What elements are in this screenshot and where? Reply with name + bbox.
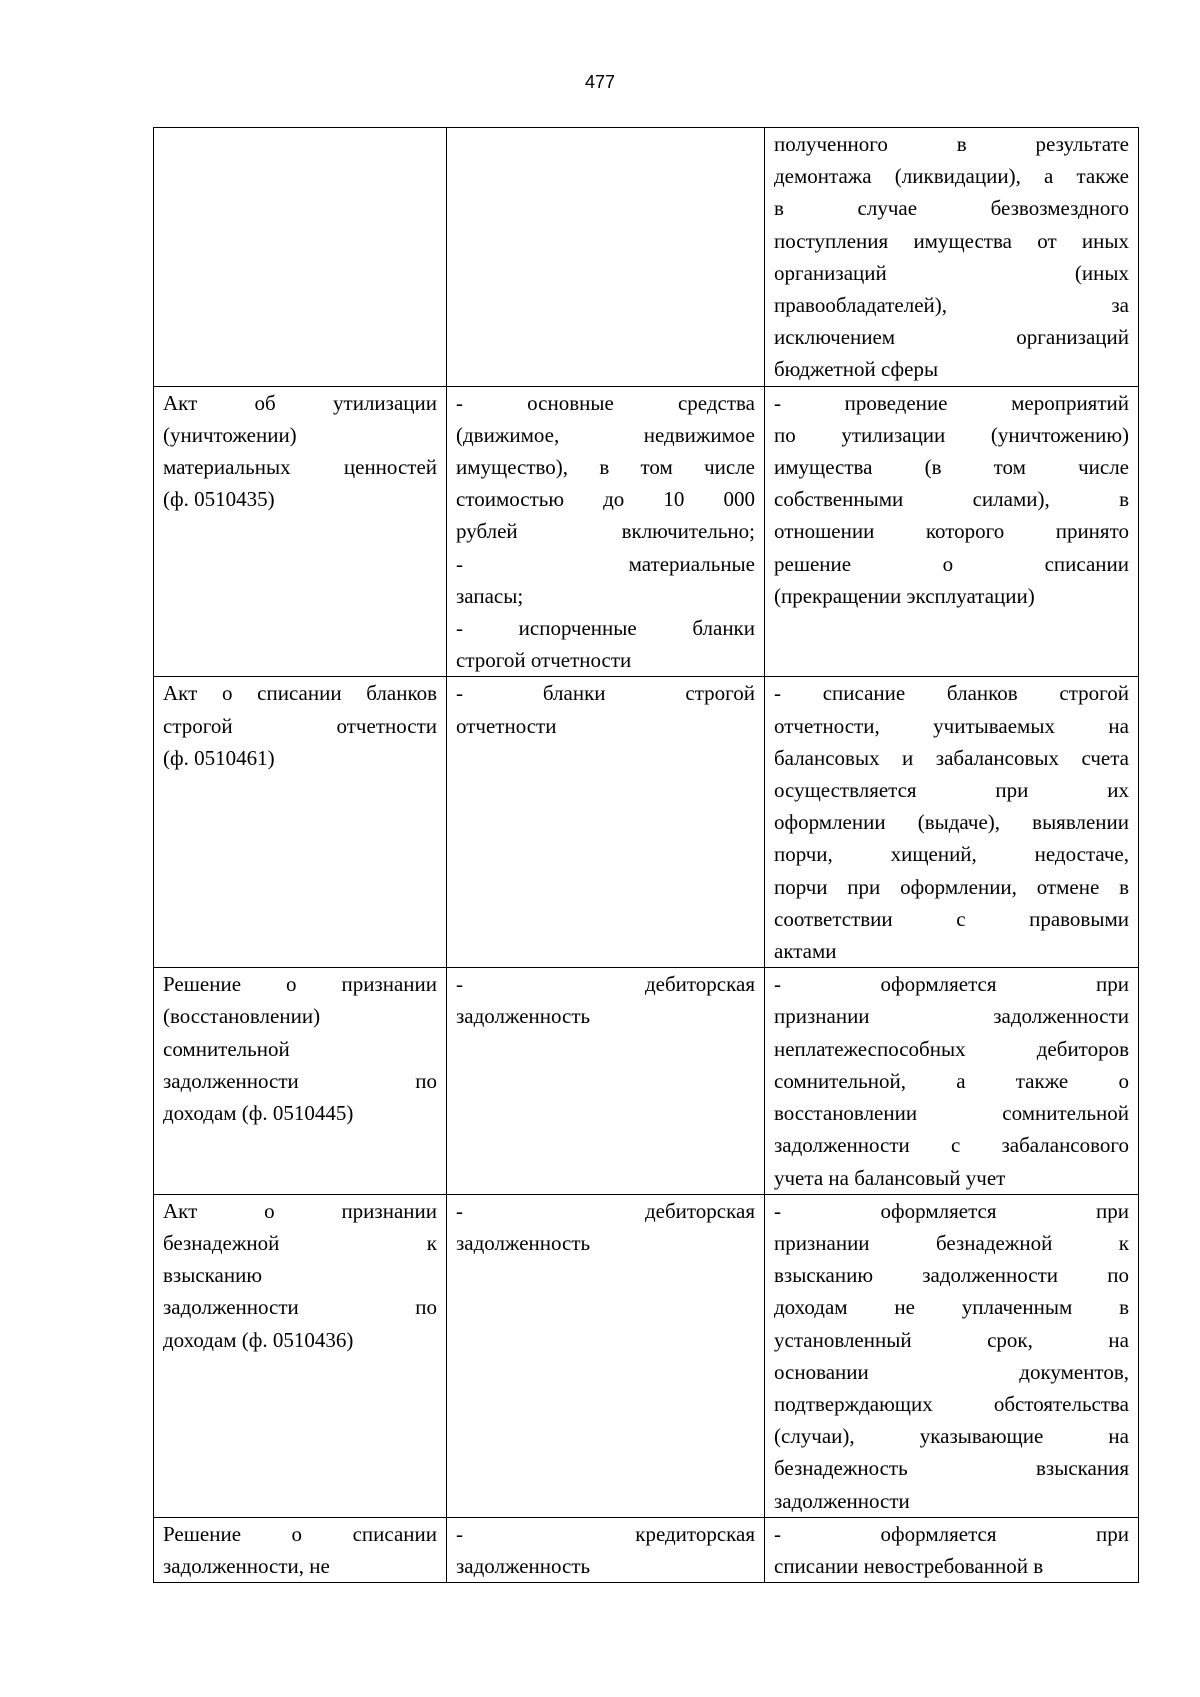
- cell-text-line: безнадежность взыскания: [774, 1456, 1129, 1481]
- cell-text-line: оформлении (выдаче), выявлении: [774, 810, 1129, 835]
- cell-text-line: основании документов,: [774, 1359, 1129, 1384]
- cell-text-line: признании задолженности: [774, 1004, 1129, 1029]
- cell-text-line: отчетности, учитываемых на: [774, 713, 1129, 738]
- cell-text-line: полученного в результате: [774, 132, 1129, 156]
- cell-text-line: - оформляется при: [774, 1198, 1129, 1223]
- cell-text-line: задолженности по: [163, 1295, 437, 1320]
- table-row: [154, 128, 1139, 387]
- cell-text-line: актами: [774, 939, 837, 964]
- cell-text-line: Акт о признании: [163, 1198, 437, 1223]
- table-cell-col3: [765, 968, 1139, 1194]
- cell-text-line: неплатежеспособных дебиторов: [774, 1036, 1129, 1061]
- table-cell-col2: [447, 1194, 765, 1517]
- cell-text-line: имущество), в том числе: [456, 455, 755, 480]
- cell-text-line: доходам (ф. 0510445): [163, 1101, 354, 1126]
- table-cell-col3: [765, 1517, 1139, 1582]
- table-row: [154, 386, 1139, 677]
- cell-text-line: рублей включительно;: [456, 519, 755, 544]
- cell-text-line: учета на балансовый учет: [774, 1165, 1006, 1190]
- table-cell-col1: [154, 1517, 447, 1582]
- cell-text-line: осуществляется при их: [774, 778, 1129, 803]
- cell-text-line: стоимостью до 10 000: [456, 487, 755, 512]
- cell-text-line: (ф. 0510461): [163, 745, 275, 770]
- table-row: [154, 1517, 1139, 1582]
- cell-text-line: в случае безвозмездного: [774, 196, 1129, 221]
- cell-text-line: строгой отчетности: [163, 713, 437, 738]
- table-cell-col1: [154, 386, 447, 677]
- cell-text-line: отношении которого принято: [774, 519, 1129, 544]
- cell-text-line: порчи при оформлении, отмене в: [774, 874, 1129, 899]
- table-cell-col1: [154, 128, 447, 387]
- cell-text-line: по утилизации (уничтожению): [774, 422, 1129, 447]
- cell-text-line: задолженности с забалансового: [774, 1133, 1129, 1158]
- cell-text-line: - дебиторская: [456, 1198, 755, 1223]
- cell-text-line: (ф. 0510435): [163, 487, 275, 512]
- table-cell-col2: [447, 677, 765, 968]
- cell-text-line: задолженности по: [163, 1068, 437, 1093]
- cell-text-line: Решение о списании: [163, 1521, 437, 1546]
- cell-text-line: строгой отчетности: [456, 648, 632, 673]
- cell-text-line: взысканию: [163, 1263, 263, 1288]
- cell-text-line: запасы;: [456, 583, 524, 608]
- cell-text-line: материальных ценностей: [163, 455, 437, 480]
- cell-text-line: Акт об утилизации: [163, 390, 437, 415]
- document-table: [153, 127, 1139, 1583]
- cell-text-line: - списание бланков строгой: [774, 681, 1129, 706]
- cell-text-line: задолженность: [456, 1553, 591, 1578]
- cell-text-line: - проведение мероприятий: [774, 390, 1129, 415]
- cell-text-line: доходам (ф. 0510436): [163, 1327, 354, 1352]
- cell-text-line: - кредиторская: [456, 1521, 755, 1546]
- cell-text-line: - материальные: [456, 551, 755, 576]
- cell-text-line: соответствии с правовыми: [774, 906, 1129, 931]
- cell-text-line: взысканию задолженности по: [774, 1263, 1129, 1288]
- cell-text-line: - оформляется при: [774, 1521, 1129, 1546]
- cell-text-line: Акт о списании бланков: [163, 681, 437, 706]
- cell-text-line: доходам не уплаченным в: [774, 1295, 1129, 1320]
- cell-text-line: поступления имущества от иных: [774, 228, 1129, 253]
- cell-text-line: бюджетной сферы: [774, 357, 939, 382]
- cell-text-line: задолженность: [456, 1004, 591, 1029]
- cell-text-line: сомнительной: [163, 1036, 290, 1061]
- cell-text-line: - испорченные бланки: [456, 616, 755, 641]
- cell-text-line: организаций (иных: [774, 260, 1129, 285]
- cell-text-line: решение о списании: [774, 551, 1129, 576]
- table-cell-col2: [447, 1517, 765, 1582]
- table-cell-col2: [447, 968, 765, 1194]
- table-cell-col1: [154, 677, 447, 968]
- cell-text-line: признании безнадежной к: [774, 1230, 1129, 1255]
- table-cell-col3: [765, 128, 1139, 387]
- cell-text-line: задолженность: [456, 1230, 591, 1255]
- cell-text-line: демонтажа (ликвидации), а также: [774, 164, 1129, 189]
- cell-text-line: - основные средства: [456, 390, 755, 415]
- cell-text-line: собственными силами), в: [774, 487, 1129, 512]
- cell-text-line: балансовых и забалансовых счета: [774, 745, 1129, 770]
- cell-text-line: (уничтожении): [163, 422, 297, 447]
- cell-text-line: - дебиторская: [456, 972, 755, 997]
- page-number: 477: [584, 72, 616, 92]
- cell-text-line: безнадежной к: [163, 1230, 437, 1255]
- cell-text-line: Решение о признании: [163, 972, 437, 997]
- cell-text-line: установленный срок, на: [774, 1327, 1129, 1352]
- cell-text-line: сомнительной, а также о: [774, 1068, 1129, 1093]
- table-row: [154, 677, 1139, 968]
- cell-text-line: порчи, хищений, недостаче,: [774, 842, 1129, 867]
- cell-text-line: (прекращении эксплуатации): [774, 583, 1035, 608]
- table-cell-col2: [447, 386, 765, 677]
- table-body: [154, 128, 1139, 1583]
- table-cell-col2: [447, 128, 765, 387]
- cell-text-line: (движимое, недвижимое: [456, 422, 755, 447]
- cell-text-line: восстановлении сомнительной: [774, 1101, 1129, 1126]
- table-row: [154, 1194, 1139, 1517]
- cell-text-line: (случаи), указывающие на: [774, 1424, 1129, 1449]
- table-cell-col3: [765, 386, 1139, 677]
- table-cell-col3: [765, 1194, 1139, 1517]
- cell-text-line: исключением организаций: [774, 325, 1129, 350]
- cell-text-line: правообладателей), за: [774, 293, 1129, 318]
- cell-text-line: имущества (в том числе: [774, 455, 1129, 480]
- cell-text-line: задолженности: [774, 1488, 910, 1513]
- table-cell-col1: [154, 1194, 447, 1517]
- table-cell-col3: [765, 677, 1139, 968]
- cell-text-line: - оформляется при: [774, 972, 1129, 997]
- cell-text-line: задолженности, не: [163, 1553, 330, 1578]
- cell-text-line: подтверждающих обстоятельства: [774, 1391, 1129, 1416]
- cell-text-line: отчетности: [456, 713, 557, 738]
- cell-text-line: списании невостребованной в: [774, 1553, 1044, 1578]
- cell-text-line: (восстановлении): [163, 1004, 321, 1029]
- cell-text-line: - бланки строгой: [456, 681, 755, 706]
- table-row: [154, 968, 1139, 1194]
- table-cell-col1: [154, 968, 447, 1194]
